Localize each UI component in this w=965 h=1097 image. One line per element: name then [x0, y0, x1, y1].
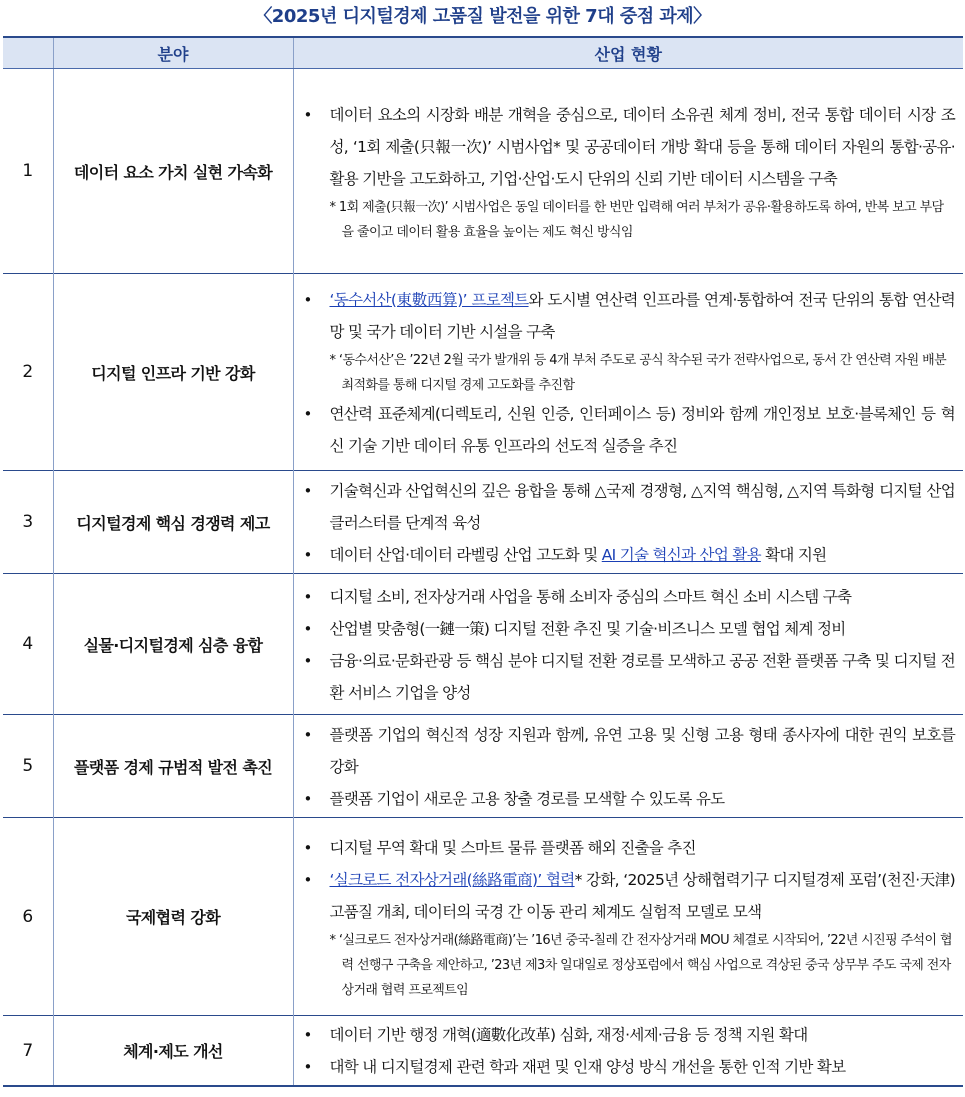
footnote: * ‘동수서산’은 ’22년 2월 국가 발개위 등 4개 부처 주도로 공식 착수된 국가 전략사업으로, 동서 간 연산력 자원 배분 최적화를 통해 디지털 경제 고도화를 추진함: [329, 352, 947, 393]
list-item: • 연산력 표준체계(디렉토리, 신원 인증, 인터페이스 등) 정비와 함께 개인정보 보호·블록체인 등 혁신 기술 기반 데이터 유통 인프라의 선도적 실증을 추진: [302, 398, 956, 462]
row-field: 데이터 요소 가치 실현 가속화: [53, 69, 293, 274]
header-number: [3, 37, 53, 69]
list-item: • 플랫폼 기업의 혁신적 성장 지원과 함께, 유연 고용 및 신형 고용 형태 종사자에 대한 권익 보호를 강화: [302, 719, 956, 783]
row-field: 국제협력 강화: [53, 818, 293, 1016]
list-item: [302, 284, 956, 348]
table-row: [3, 818, 963, 1016]
row-number: 4: [3, 574, 53, 715]
table-row: [3, 69, 963, 274]
list-item: • 산업별 맞춤형(一鏈一策) 디지털 전환 추진 및 기술·비즈니스 모델 협업 체계 정비: [302, 613, 956, 645]
list-item-text: * 강화, ‘2025년 상해협력기구 디지털경제 포럼’(천진·天津) 고품질 개최, 데이터의 국경 간 이동 관리 체계도 실험적 모델로 모색: [329, 870, 956, 921]
list-item: • 데이터 기반 행정 개혁(適數化改革) 심화, 재정·세제·금융 등 정책 지원 확대: [302, 1019, 956, 1051]
row-field: 플랫폼 경제 규범적 발전 촉진: [53, 715, 293, 818]
row-status: [293, 471, 963, 574]
table-row: [3, 274, 963, 471]
row-status: [293, 1016, 963, 1087]
project-link[interactable]: ‘동수서산(東數西算)’ 프로젝트: [329, 290, 529, 309]
row-status: [293, 274, 963, 471]
priority-tasks-table: [3, 36, 963, 1087]
table-row: [3, 1016, 963, 1087]
row-field: 실물·디지털경제 심층 융합: [53, 574, 293, 715]
list-item: • 디지털 무역 확대 및 스마트 물류 플랫폼 해외 진출을 추진: [302, 832, 956, 864]
ai-link[interactable]: AI 기술 혁신과 산업 활용: [601, 545, 761, 564]
list-item: • 기술혁신과 산업혁신의 깊은 융합을 통해 △국제 경쟁형, △지역 핵심형, △지역 특화형 디지털 산업 클러스터를 단계적 육성: [302, 475, 956, 539]
row-status: [293, 715, 963, 818]
page-title: 〈2025년 디지털경제 고품질 발전을 위한 7대 중점 과제〉: [254, 6, 711, 27]
table-row: [3, 574, 963, 715]
header-status: 산업 현황: [293, 37, 963, 69]
list-item: • 데이터 요소의 시장화 배분 개혁을 중심으로, 데이터 소유권 체계 정비, 전국 통합 데이터 시장 조성, ‘1회 제출(只報一次)’ 시범사업* 및 공공데이터 개방 확대 등을 통해 데이터 자원의 통합·공유·활용 기반을 고도화하고, 기업·산업·도시 단위의 신뢰 기반 데이터 시스템을 구축: [302, 99, 956, 195]
silkroad-link[interactable]: ‘실크로드 전자상거래(絲路電商)’ 협력: [329, 870, 575, 889]
table-row: [3, 715, 963, 818]
list-item-text: 데이터 산업·데이터 라벨링 산업 고도화 및: [329, 545, 602, 564]
header-field: 분야: [53, 37, 293, 69]
row-number: 1: [3, 69, 53, 274]
list-item: [302, 864, 956, 928]
list-item-text: 확대 지원: [760, 545, 827, 564]
row-field: 디지털경제 핵심 경쟁력 제고: [53, 471, 293, 574]
row-field: 디지털 인프라 기반 강화: [53, 274, 293, 471]
list-item-text: 와 도시별 연산력 인프라를 연계·통합하여 전국 단위의 통합 연산력망 및 국가 데이터 기반 시설을 구축: [329, 290, 955, 341]
table-header-row: [3, 37, 963, 69]
list-item: • 대학 내 디지털경제 관련 학과 재편 및 인재 양성 방식 개선을 통한 인적 기반 확보: [302, 1051, 956, 1083]
row-number: 7: [3, 1016, 53, 1087]
footnote: * 1회 제출(只報一次)’ 시범사업은 동일 데이터를 한 번만 입력해 여러 부처가 공유·활용하도록 하여, 반복 보고 부담을 줄이고 데이터 활용 효율을 높이는 제도 혁신 방식임: [329, 199, 944, 240]
table-row: [3, 471, 963, 574]
row-status: [293, 818, 963, 1016]
list-item: • 금융·의료·문화관광 등 핵심 분야 디지털 전환 경로를 모색하고 공공 전환 플랫폼 구축 및 디지털 전환 서비스 기업을 양성: [302, 645, 956, 709]
row-field: 체계·제도 개선: [53, 1016, 293, 1087]
list-item: [302, 539, 956, 571]
footnote: * ‘실크로드 전자상거래(絲路電商)’는 ’16년 중국-칠레 간 전자상거래 MOU 체결로 시작되어, ’22년 시진핑 주석이 협력 선행구 구축을 제안하고, ’23년 제3차 일대일로 정상포럼에서 핵심 사업으로 격상된 중국 상무부 주도 국제 전자상거래 협력 프로젝트임: [329, 932, 952, 998]
row-number: 5: [3, 715, 53, 818]
list-item: • 디지털 소비, 전자상거래 사업을 통해 소비자 중심의 스마트 혁신 소비 시스템 구축: [302, 581, 956, 613]
row-status: [293, 69, 963, 274]
row-number: 2: [3, 274, 53, 471]
row-number: 3: [3, 471, 53, 574]
row-status: [293, 574, 963, 715]
list-item: • 플랫폼 기업이 새로운 고용 창출 경로를 모색할 수 있도록 유도: [302, 783, 956, 815]
row-number: 6: [3, 818, 53, 1016]
